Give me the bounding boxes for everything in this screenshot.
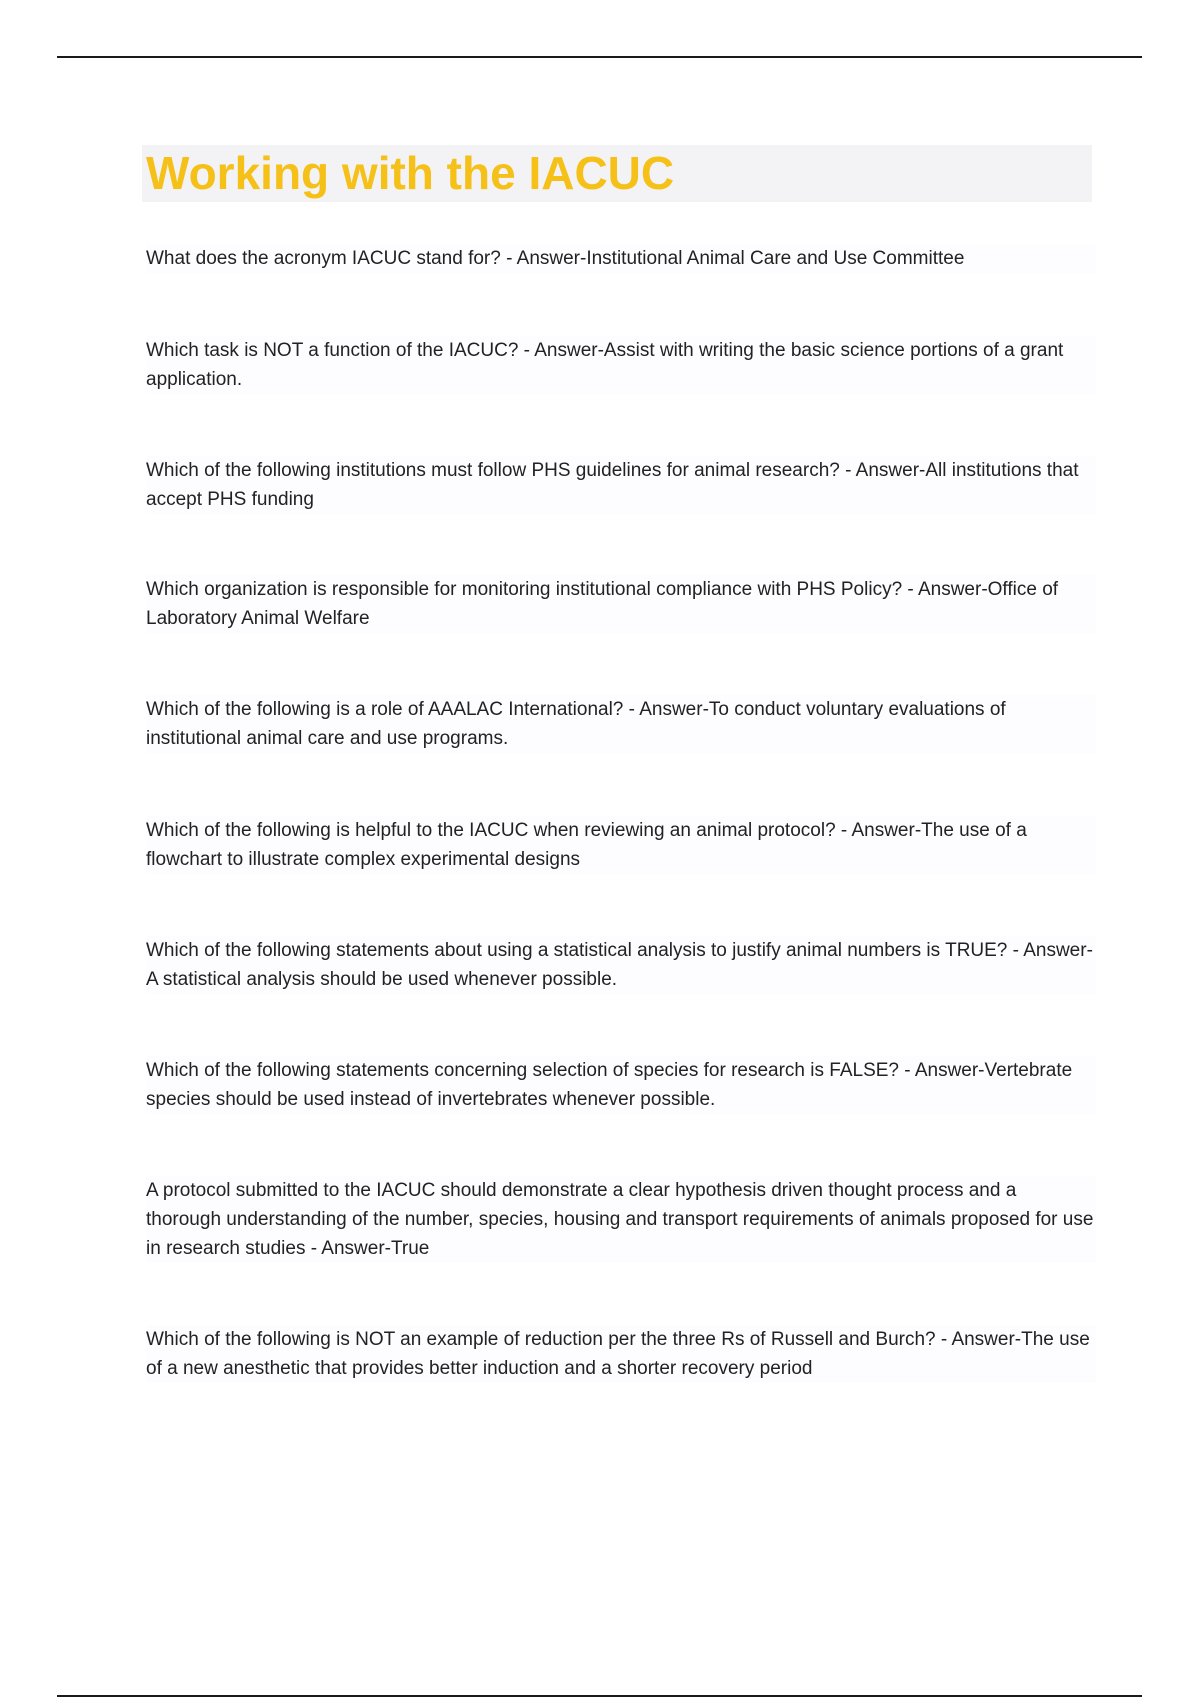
qa-item-5: Which of the following is a role of AAALAC International? - Answer-To conduct voluntary evaluations of institutional animal care and use programs. [146,695,1096,753]
footer-divider [57,1695,1142,1697]
qa-item-3: Which of the following institutions must follow PHS guidelines for animal research? - Answer-All institutions that accept PHS funding [146,456,1096,514]
qa-item-7: Which of the following statements about using a statistical analysis to justify animal numbers is TRUE? - Answer-A statistical analysis should be used whenever possible. [146,936,1096,994]
qa-item-1: What does the acronym IACUC stand for? - Answer-Institutional Animal Care and Use Committee [146,244,1096,273]
qa-item-9: A protocol submitted to the IACUC should demonstrate a clear hypothesis driven thought process and a thorough understanding of the number, species, housing and transport requirements of animals proposed for use in research studies - Answer-True [146,1176,1096,1263]
qa-item-6: Which of the following is helpful to the IACUC when reviewing an animal protocol? - Answer-The use of a flowchart to illustrate complex experimental designs [146,816,1096,874]
title-banner [142,145,1092,202]
qa-item-10: Which of the following is NOT an example of reduction per the three Rs of Russell and Burch? - Answer-The use of a new anesthetic that provides better induction and a shorter recovery period [146,1325,1096,1383]
page-title: Working with the IACUC [146,147,675,199]
document-page [142,0,1092,1700]
qa-item-4: Which organization is responsible for monitoring institutional compliance with PHS Policy? - Answer-Office of Laboratory Animal Welfare [146,575,1096,633]
qa-item-2: Which task is NOT a function of the IACUC? - Answer-Assist with writing the basic science portions of a grant application. [146,336,1096,394]
qa-item-8: Which of the following statements concerning selection of species for research is FALSE? - Answer-Vertebrate species should be used instead of invertebrates whenever possible. [146,1056,1096,1114]
